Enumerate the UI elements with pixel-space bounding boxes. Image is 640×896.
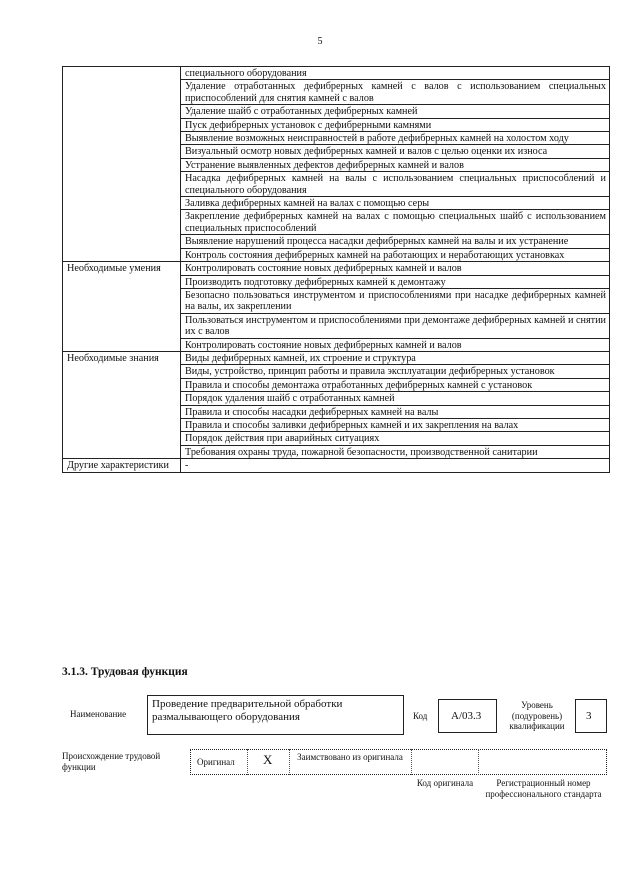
- requirement-item: специального оборудования: [181, 67, 610, 80]
- requirement-item: Закрепление дефибрерных камней на валах с помощью специальных шайб с использованием специальных приспособлений: [181, 210, 610, 235]
- level-value: 3: [586, 710, 592, 722]
- requirement-item: Правила и способы заливки дефибрерных камней и их закрепления на валах: [181, 418, 610, 431]
- requirement-item: Пуск дефибрерных установок с дефибрерными камнями: [181, 118, 610, 131]
- code-value: А/03.3: [451, 710, 482, 722]
- requirement-item: Выявление возможных неисправностей в работе дефибрерных камней на холостом ходу: [181, 132, 610, 145]
- requirement-item: -: [181, 459, 610, 472]
- section-title: 3.1.3. Трудовая функция: [62, 666, 188, 678]
- requirement-item: Виды, устройство, принцип работы и правила эксплуатации дефибрерных установок: [181, 365, 610, 378]
- level-label: Уровень (подуровень) квалификации: [509, 700, 565, 731]
- group-label: Другие характеристики: [63, 459, 181, 472]
- group-label: Необходимые умения: [63, 262, 181, 352]
- borrowed-label: Заимствовано из оригинала: [297, 752, 403, 762]
- requirement-item: Заливка дефибрерных камней на валах с помощью серы: [181, 197, 610, 210]
- group-label: [63, 67, 181, 262]
- reg-number-label: Регистрационный номер профессионального стандарта: [485, 778, 602, 799]
- group-label: Необходимые знания: [63, 351, 181, 458]
- requirement-item: Контроль состояния дефибрерных камней на работающих и неработающих установках: [181, 248, 610, 261]
- table-row: [63, 459, 610, 472]
- requirement-item: Порядок удаления шайб с отработанных камней: [181, 392, 610, 405]
- requirement-item: Безопасно пользоваться инструментом и приспособлениями при насадке дефибрерных камней на валы, их закреплении: [181, 288, 610, 313]
- page-number: 5: [317, 36, 323, 47]
- requirement-item: Насадка дефибрерных камней на валы с использованием специальных приспособлений и специального оборудования: [181, 172, 610, 197]
- requirement-item: Правила и способы насадки дефибрерных камней на валы: [181, 405, 610, 418]
- code-original-label: Код оригинала: [416, 778, 474, 788]
- requirement-item: Правила и способы демонтажа отработанных дефибрерных камней с установок: [181, 378, 610, 391]
- name-label: Наименование: [70, 709, 127, 719]
- name-value: Проведение предварительной обработки размалывающего оборудования: [152, 698, 343, 723]
- requirement-item: Производить подготовку дефибрерных камней к демонтажу: [181, 275, 610, 288]
- requirement-item: Удаление отработанных дефибрерных камней с валов с использованием специальных приспособлений для снятия камней с валов: [181, 80, 610, 105]
- requirement-item: Порядок действия при аварийных ситуациях: [181, 432, 610, 445]
- requirement-item: Пользоваться инструментом и приспособлениями при демонтаже дефибрерных камней и снятии их с валов: [181, 313, 610, 338]
- requirement-item: Удаление шайб с отработанных дефибрерных камней: [181, 105, 610, 118]
- origin-label: Происхождение трудовой функции: [62, 751, 161, 772]
- requirement-item: Устранение выявленных дефектов дефибрерных камней и валов: [181, 158, 610, 171]
- table-row: [63, 67, 610, 80]
- requirement-item: Требования охраны труда, пожарной безопасности, производственной санитарии: [181, 445, 610, 458]
- requirement-item: Контролировать состояние новых дефибрерных камней и валов: [181, 338, 610, 351]
- requirement-item: Визуальный осмотр новых дефибрерных камней и валов с целью оценки их износа: [181, 145, 610, 158]
- table-row: [63, 351, 610, 364]
- table-row: [63, 262, 610, 275]
- code-label: Код: [413, 711, 428, 721]
- requirement-item: Выявление нарушений процесса насадки дефибрерных камней на валы и их устранение: [181, 235, 610, 248]
- original-mark: Х: [263, 752, 273, 767]
- requirement-item: Виды дефибрерных камней, их строение и структура: [181, 351, 610, 364]
- original-label: Оригинал: [197, 757, 235, 767]
- requirement-item: Контролировать состояние новых дефибрерных камней и валов: [181, 262, 610, 275]
- requirements-table: [62, 66, 610, 473]
